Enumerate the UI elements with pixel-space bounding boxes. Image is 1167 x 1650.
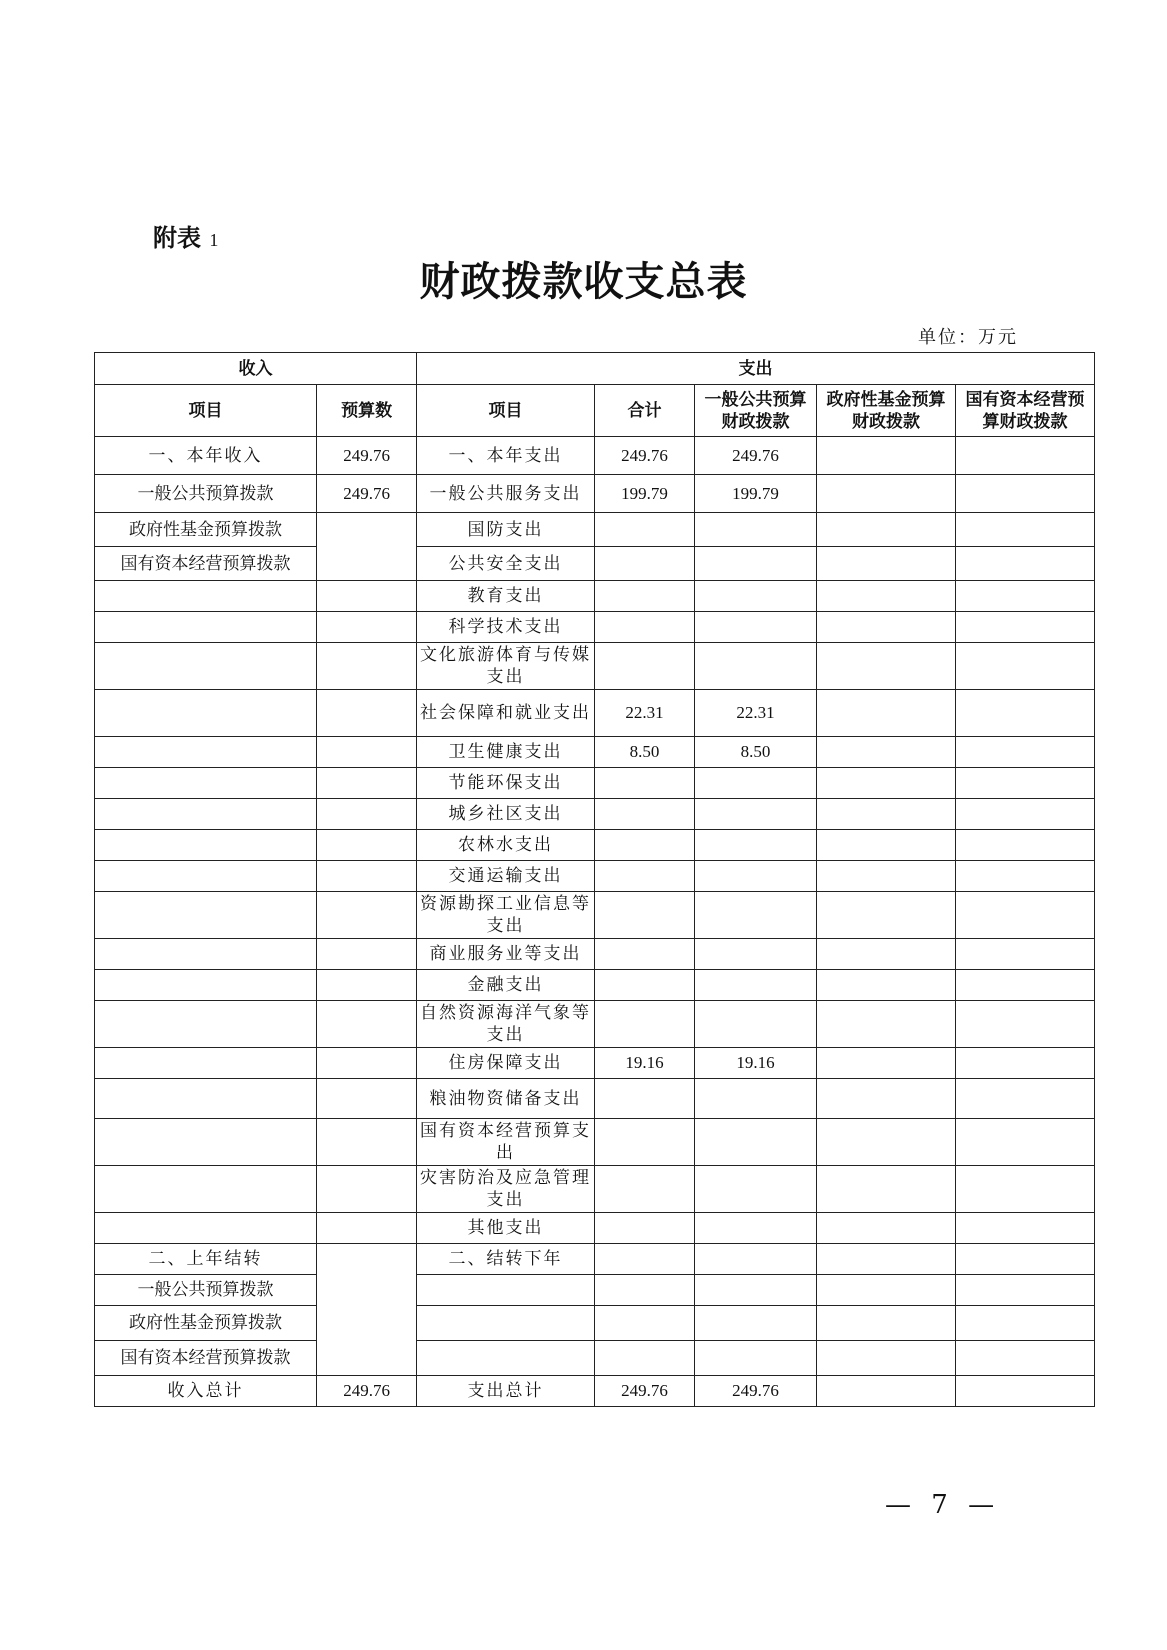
expense-fund	[817, 939, 956, 970]
income-budget	[317, 1213, 417, 1244]
income-item	[95, 861, 317, 892]
expense-general	[694, 643, 816, 690]
expense-item: 商业服务业等支出	[417, 939, 595, 970]
expense-total	[594, 1213, 694, 1244]
expense-item: 交通运输支出	[417, 861, 595, 892]
expense-general	[694, 1166, 816, 1213]
expense-state-capital	[955, 475, 1094, 513]
income-budget-empty	[317, 513, 417, 581]
expense-general-total: 249.76	[694, 1376, 816, 1407]
income-budget-empty	[317, 1244, 417, 1376]
expense-state-capital	[955, 1048, 1094, 1079]
table-row	[95, 768, 1095, 799]
table-row	[95, 799, 1095, 830]
expense-total	[594, 1275, 694, 1306]
expense-item: 社会保障和就业支出	[417, 690, 595, 737]
expense-state-capital	[955, 1119, 1094, 1166]
table-row	[95, 1119, 1095, 1166]
income-item	[95, 643, 317, 690]
table-row	[95, 939, 1095, 970]
income-item	[95, 612, 317, 643]
expense-state-capital	[955, 1244, 1094, 1275]
table-row	[95, 1306, 1095, 1341]
page-number: — 7 —	[885, 1490, 1001, 1520]
income-budget	[317, 1048, 417, 1079]
expense-total	[594, 892, 694, 939]
expense-fund	[817, 1306, 956, 1341]
expense-state-capital	[955, 437, 1094, 475]
income-item: 政府性基金预算拨款	[95, 1306, 317, 1341]
expense-state-capital	[955, 581, 1094, 612]
expense-general	[694, 799, 816, 830]
expense-item: 教育支出	[417, 581, 595, 612]
expense-fund	[817, 475, 956, 513]
income-budget	[317, 737, 417, 768]
table-row	[95, 1166, 1095, 1213]
expense-fund	[817, 1048, 956, 1079]
expense-item: 粮油物资储备支出	[417, 1079, 595, 1119]
table-row	[95, 690, 1095, 737]
expense-state-capital	[955, 1306, 1094, 1341]
income-item: 一般公共预算拨款	[95, 1275, 317, 1306]
income-budget: 249.76	[317, 475, 417, 513]
income-item: 国有资本经营预算拨款	[95, 547, 317, 581]
expense-item	[417, 1275, 595, 1306]
table-row	[95, 892, 1095, 939]
table-row	[95, 612, 1095, 643]
income-item: 政府性基金预算拨款	[95, 513, 317, 547]
expense-fund	[817, 970, 956, 1001]
expense-fund	[817, 737, 956, 768]
expense-state-capital	[955, 1341, 1094, 1376]
expense-total	[594, 830, 694, 861]
table-row	[95, 1275, 1095, 1306]
expense-total	[594, 1079, 694, 1119]
expense-fund	[817, 547, 956, 581]
income-budget	[317, 612, 417, 643]
expense-fund-total	[817, 1376, 956, 1407]
expense-item: 其他支出	[417, 1213, 595, 1244]
expense-total	[594, 939, 694, 970]
expense-general	[694, 861, 816, 892]
income-item	[95, 1213, 317, 1244]
table-row	[95, 547, 1095, 581]
expense-total	[594, 861, 694, 892]
expense-general: 22.31	[694, 690, 816, 737]
expense-total	[594, 1244, 694, 1275]
expense-general	[694, 1306, 816, 1341]
expense-total-value: 249.76	[594, 1376, 694, 1407]
income-item	[95, 1119, 317, 1166]
expense-state-capital	[955, 690, 1094, 737]
expense-state-capital	[955, 799, 1094, 830]
expense-total	[594, 643, 694, 690]
income-budget	[317, 690, 417, 737]
expense-item: 文化旅游体育与传媒支出	[417, 643, 595, 690]
expense-general	[694, 1001, 816, 1048]
expense-total	[594, 1306, 694, 1341]
expense-general	[694, 547, 816, 581]
income-total-value: 249.76	[317, 1376, 417, 1407]
expense-fund	[817, 799, 956, 830]
income-item	[95, 581, 317, 612]
annex-number: 1	[209, 230, 219, 250]
expense-state-capital	[955, 830, 1094, 861]
col-income-budget: 预算数	[317, 385, 417, 437]
expense-total	[594, 799, 694, 830]
income-budget	[317, 830, 417, 861]
expense-item: 国有资本经营预算支出	[417, 1119, 595, 1166]
expense-general	[694, 1275, 816, 1306]
table-row	[95, 1001, 1095, 1048]
expense-fund	[817, 892, 956, 939]
expense-fund	[817, 513, 956, 547]
expense-general: 249.76	[694, 437, 816, 475]
income-item: 一般公共预算拨款	[95, 475, 317, 513]
expense-general	[694, 1213, 816, 1244]
expense-state-capital	[955, 892, 1094, 939]
income-header: 收入	[95, 353, 417, 385]
expense-state-capital	[955, 1275, 1094, 1306]
expense-item: 灾害防治及应急管理支出	[417, 1166, 595, 1213]
expense-item: 一般公共服务支出	[417, 475, 595, 513]
expense-state-capital	[955, 1001, 1094, 1048]
expense-general	[694, 581, 816, 612]
income-item	[95, 1079, 317, 1119]
income-budget	[317, 861, 417, 892]
col-expense-total: 合计	[594, 385, 694, 437]
income-item	[95, 768, 317, 799]
expense-item: 金融支出	[417, 970, 595, 1001]
expense-state-capital	[955, 861, 1094, 892]
income-item	[95, 1001, 317, 1048]
table-row	[95, 513, 1095, 547]
page-title: 财政拨款收支总表	[419, 258, 748, 305]
income-total-label: 收入总计	[95, 1376, 317, 1407]
expense-general	[694, 1244, 816, 1275]
expense-item: 农林水支出	[417, 830, 595, 861]
income-budget	[317, 939, 417, 970]
expense-total	[594, 768, 694, 799]
expense-general	[694, 1119, 816, 1166]
income-item	[95, 970, 317, 1001]
col-fund-budget: 政府性基金预算财政拨款	[817, 385, 956, 437]
expense-fund	[817, 690, 956, 737]
income-item	[95, 1048, 317, 1079]
expense-general	[694, 612, 816, 643]
expense-item: 科学技术支出	[417, 612, 595, 643]
expense-fund	[817, 1341, 956, 1376]
expense-state-capital	[955, 547, 1094, 581]
fiscal-summary-table	[94, 352, 1095, 1407]
unit-label: 单位：万元	[918, 327, 1018, 348]
expense-state-capital	[955, 513, 1094, 547]
expense-item: 资源勘探工业信息等支出	[417, 892, 595, 939]
expense-fund	[817, 1001, 956, 1048]
table-row	[95, 437, 1095, 475]
table-row	[95, 861, 1095, 892]
income-budget: 249.76	[317, 437, 417, 475]
expense-state-capital	[955, 1079, 1094, 1119]
expense-total-label: 支出总计	[417, 1376, 595, 1407]
table-row	[95, 1048, 1095, 1079]
expense-item: 城乡社区支出	[417, 799, 595, 830]
annex-label-text: 附表	[153, 223, 201, 252]
table-row	[95, 1244, 1095, 1275]
income-item	[95, 1166, 317, 1213]
income-budget	[317, 970, 417, 1001]
expense-general	[694, 768, 816, 799]
table-row	[95, 1079, 1095, 1119]
totals-row	[95, 1376, 1095, 1407]
income-budget	[317, 1079, 417, 1119]
expense-fund	[817, 768, 956, 799]
expense-item: 卫生健康支出	[417, 737, 595, 768]
income-item: 一、本年收入	[95, 437, 317, 475]
expense-state-capital	[955, 939, 1094, 970]
col-expense-item: 项目	[417, 385, 595, 437]
annex-label	[153, 218, 218, 253]
expense-item: 节能环保支出	[417, 768, 595, 799]
expense-total: 22.31	[594, 690, 694, 737]
expense-general	[694, 830, 816, 861]
income-item	[95, 690, 317, 737]
expense-general	[694, 970, 816, 1001]
table-row	[95, 830, 1095, 861]
col-state-capital: 国有资本经营预算财政拨款	[955, 385, 1094, 437]
expense-general: 8.50	[694, 737, 816, 768]
table-row	[95, 1341, 1095, 1376]
income-budget	[317, 581, 417, 612]
expense-general	[694, 1079, 816, 1119]
expense-total	[594, 1166, 694, 1213]
expense-item: 一、本年支出	[417, 437, 595, 475]
expense-total: 19.16	[594, 1048, 694, 1079]
expense-fund	[817, 612, 956, 643]
income-item: 二、上年结转	[95, 1244, 317, 1275]
expense-fund	[817, 437, 956, 475]
table-row	[95, 475, 1095, 513]
expense-total	[594, 612, 694, 643]
expense-item: 公共安全支出	[417, 547, 595, 581]
income-budget	[317, 768, 417, 799]
expense-general	[694, 939, 816, 970]
expense-fund	[817, 581, 956, 612]
expense-item: 住房保障支出	[417, 1048, 595, 1079]
expense-total	[594, 581, 694, 612]
expense-state-capital-total	[955, 1376, 1094, 1407]
table-row	[95, 643, 1095, 690]
expense-total: 8.50	[594, 737, 694, 768]
expense-total	[594, 547, 694, 581]
income-budget	[317, 1166, 417, 1213]
expense-state-capital	[955, 737, 1094, 768]
expense-fund	[817, 861, 956, 892]
expense-total	[594, 970, 694, 1001]
income-budget	[317, 892, 417, 939]
expense-total	[594, 1119, 694, 1166]
expense-header: 支出	[417, 353, 1095, 385]
expense-state-capital	[955, 970, 1094, 1001]
expense-general: 19.16	[694, 1048, 816, 1079]
income-budget	[317, 643, 417, 690]
expense-state-capital	[955, 1166, 1094, 1213]
expense-general: 199.79	[694, 475, 816, 513]
expense-fund	[817, 1079, 956, 1119]
income-budget	[317, 1001, 417, 1048]
expense-fund	[817, 1244, 956, 1275]
col-general-budget: 一般公共预算财政拨款	[694, 385, 816, 437]
expense-state-capital	[955, 643, 1094, 690]
expense-fund	[817, 1166, 956, 1213]
income-item	[95, 892, 317, 939]
table-row	[95, 970, 1095, 1001]
income-item	[95, 939, 317, 970]
expense-fund	[817, 1275, 956, 1306]
expense-item: 国防支出	[417, 513, 595, 547]
income-item	[95, 799, 317, 830]
expense-general	[694, 892, 816, 939]
expense-fund	[817, 1119, 956, 1166]
expense-item	[417, 1341, 595, 1376]
income-budget	[317, 799, 417, 830]
expense-general	[694, 513, 816, 547]
expense-total: 199.79	[594, 475, 694, 513]
table-row	[95, 1213, 1095, 1244]
income-item: 国有资本经营预算拨款	[95, 1341, 317, 1376]
table-row	[95, 737, 1095, 768]
expense-total	[594, 1001, 694, 1048]
expense-state-capital	[955, 768, 1094, 799]
expense-fund	[817, 830, 956, 861]
income-item	[95, 830, 317, 861]
expense-general	[694, 1341, 816, 1376]
expense-fund	[817, 1213, 956, 1244]
expense-total	[594, 513, 694, 547]
table-row	[95, 581, 1095, 612]
expense-total	[594, 1341, 694, 1376]
expense-state-capital	[955, 1213, 1094, 1244]
expense-total: 249.76	[594, 437, 694, 475]
income-item	[95, 737, 317, 768]
expense-item: 二、结转下年	[417, 1244, 595, 1275]
col-income-item: 项目	[95, 385, 317, 437]
expense-fund	[817, 643, 956, 690]
expense-item	[417, 1306, 595, 1341]
income-budget	[317, 1119, 417, 1166]
expense-state-capital	[955, 612, 1094, 643]
expense-item: 自然资源海洋气象等支出	[417, 1001, 595, 1048]
